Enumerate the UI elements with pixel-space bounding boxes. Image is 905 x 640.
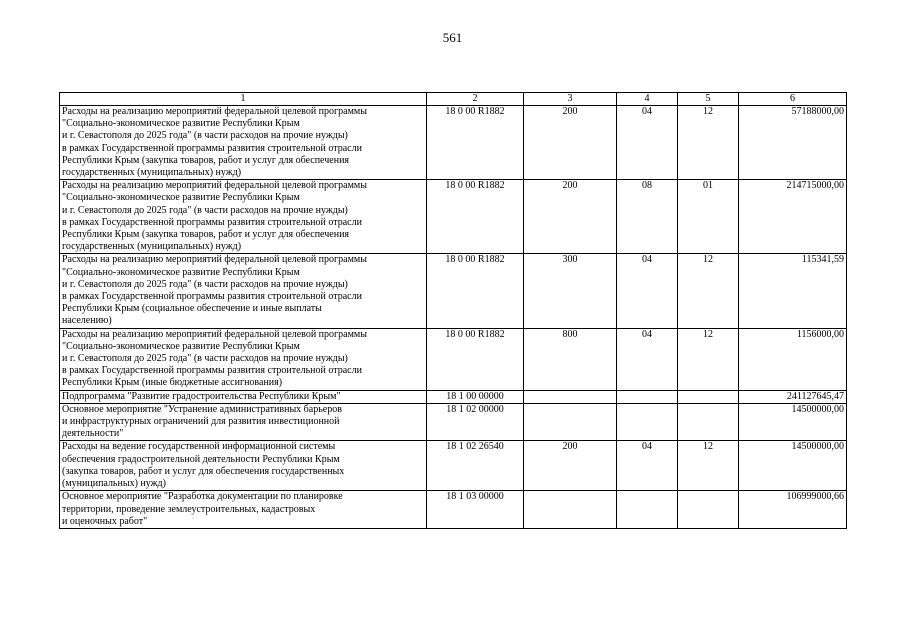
row-subsection xyxy=(678,390,739,403)
row-amount: 1156000,00 xyxy=(739,328,847,390)
page-number: 561 xyxy=(442,30,463,45)
row-expense-type: 800 xyxy=(524,328,617,390)
row-amount: 14500000,00 xyxy=(739,441,847,491)
row-description: Расходы на реализацию мероприятий федеральной целевой программы "Социально-экономическое развитие Республики Крым и г. Севастополя до 2025 года" (в части расходов на прочие нужды) в рамках Государственной программы развития строительной отрасли Республики Крым (иные бюджетные ассигнования) xyxy=(60,328,427,390)
row-expense-type xyxy=(524,403,617,441)
row-section xyxy=(617,403,678,441)
row-subsection: 12 xyxy=(678,328,739,390)
row-section: 04 xyxy=(617,328,678,390)
column-header: 5 xyxy=(678,93,739,106)
row-description: Подпрограмма "Развитие градостроительства Республики Крым" xyxy=(60,390,427,403)
row-code: 18 1 02 26540 xyxy=(427,441,524,491)
column-header: 3 xyxy=(524,93,617,106)
row-amount: 241127645,47 xyxy=(739,390,847,403)
row-amount: 214715000,00 xyxy=(739,180,847,254)
row-subsection: 12 xyxy=(678,254,739,328)
row-description: Расходы на реализацию мероприятий федеральной целевой программы "Социально-экономическое развитие Республики Крым и г. Севастополя до 2025 года" (в части расходов на прочие нужды) в рамках Государственной программы развития строительной отрасли Республики Крым (закупка товаров, работ и услуг для обеспечения государственных (муниципальных) нужд) xyxy=(60,106,427,180)
table-row xyxy=(60,491,847,529)
budget-table xyxy=(59,92,847,529)
row-description: Основное мероприятие "Устранение административных барьеров и инфраструктурных ограничений для развития инвестиционной деятельности" xyxy=(60,403,427,441)
table-row xyxy=(60,254,847,328)
row-expense-type: 200 xyxy=(524,180,617,254)
row-code: 18 1 03 00000 xyxy=(427,491,524,529)
row-amount: 106999000,66 xyxy=(739,491,847,529)
row-subsection: 01 xyxy=(678,180,739,254)
table-row xyxy=(60,390,847,403)
column-header: 6 xyxy=(739,93,847,106)
row-code: 18 1 00 00000 xyxy=(427,390,524,403)
column-header: 2 xyxy=(427,93,524,106)
table-row xyxy=(60,328,847,390)
row-code: 18 0 00 R1882 xyxy=(427,254,524,328)
row-section xyxy=(617,491,678,529)
row-amount: 57188000,00 xyxy=(739,106,847,180)
row-subsection: 12 xyxy=(678,106,739,180)
row-expense-type: 300 xyxy=(524,254,617,328)
row-expense-type xyxy=(524,390,617,403)
row-section: 04 xyxy=(617,254,678,328)
table-row xyxy=(60,106,847,180)
row-subsection: 12 xyxy=(678,441,739,491)
table-row xyxy=(60,403,847,441)
row-amount: 14500000,00 xyxy=(739,403,847,441)
row-section: 04 xyxy=(617,106,678,180)
table-row xyxy=(60,441,847,491)
table-header-row xyxy=(60,93,847,106)
row-section: 04 xyxy=(617,441,678,491)
row-section: 08 xyxy=(617,180,678,254)
row-code: 18 0 00 R1882 xyxy=(427,328,524,390)
row-section xyxy=(617,390,678,403)
row-description: Расходы на реализацию мероприятий федеральной целевой программы "Социально-экономическое развитие Республики Крым и г. Севастополя до 2025 года" (в части расходов на прочие нужды) в рамках Государственной программы развития строительной отрасли Республики Крым (закупка товаров, работ и услуг для обеспечения государственных (муниципальных) нужд) xyxy=(60,180,427,254)
row-expense-type xyxy=(524,491,617,529)
table-row xyxy=(60,180,847,254)
column-header: 1 xyxy=(60,93,427,106)
row-expense-type: 200 xyxy=(524,441,617,491)
row-description: Расходы на ведение государственной информационной системы обеспечения градостроительной деятельности Республики Крым (закупка товаров, работ и услуг для обеспечения государственных (муниципальных) нужд) xyxy=(60,441,427,491)
row-code: 18 1 02 00000 xyxy=(427,403,524,441)
row-description: Основное мероприятие "Разработка документации по планировке территории, проведение землеустроительных, кадастровых и оценочных работ" xyxy=(60,491,427,529)
row-code: 18 0 00 R1882 xyxy=(427,180,524,254)
row-expense-type: 200 xyxy=(524,106,617,180)
column-header: 4 xyxy=(617,93,678,106)
row-code: 18 0 00 R1882 xyxy=(427,106,524,180)
row-amount: 115341,59 xyxy=(739,254,847,328)
row-subsection xyxy=(678,491,739,529)
row-subsection xyxy=(678,403,739,441)
row-description: Расходы на реализацию мероприятий федеральной целевой программы "Социально-экономическое развитие Республики Крым и г. Севастополя до 2025 года" (в части расходов на прочие нужды) в рамках Государственной программы развития строительной отрасли Республики Крым (социальное обеспечение и иные выплаты населению) xyxy=(60,254,427,328)
